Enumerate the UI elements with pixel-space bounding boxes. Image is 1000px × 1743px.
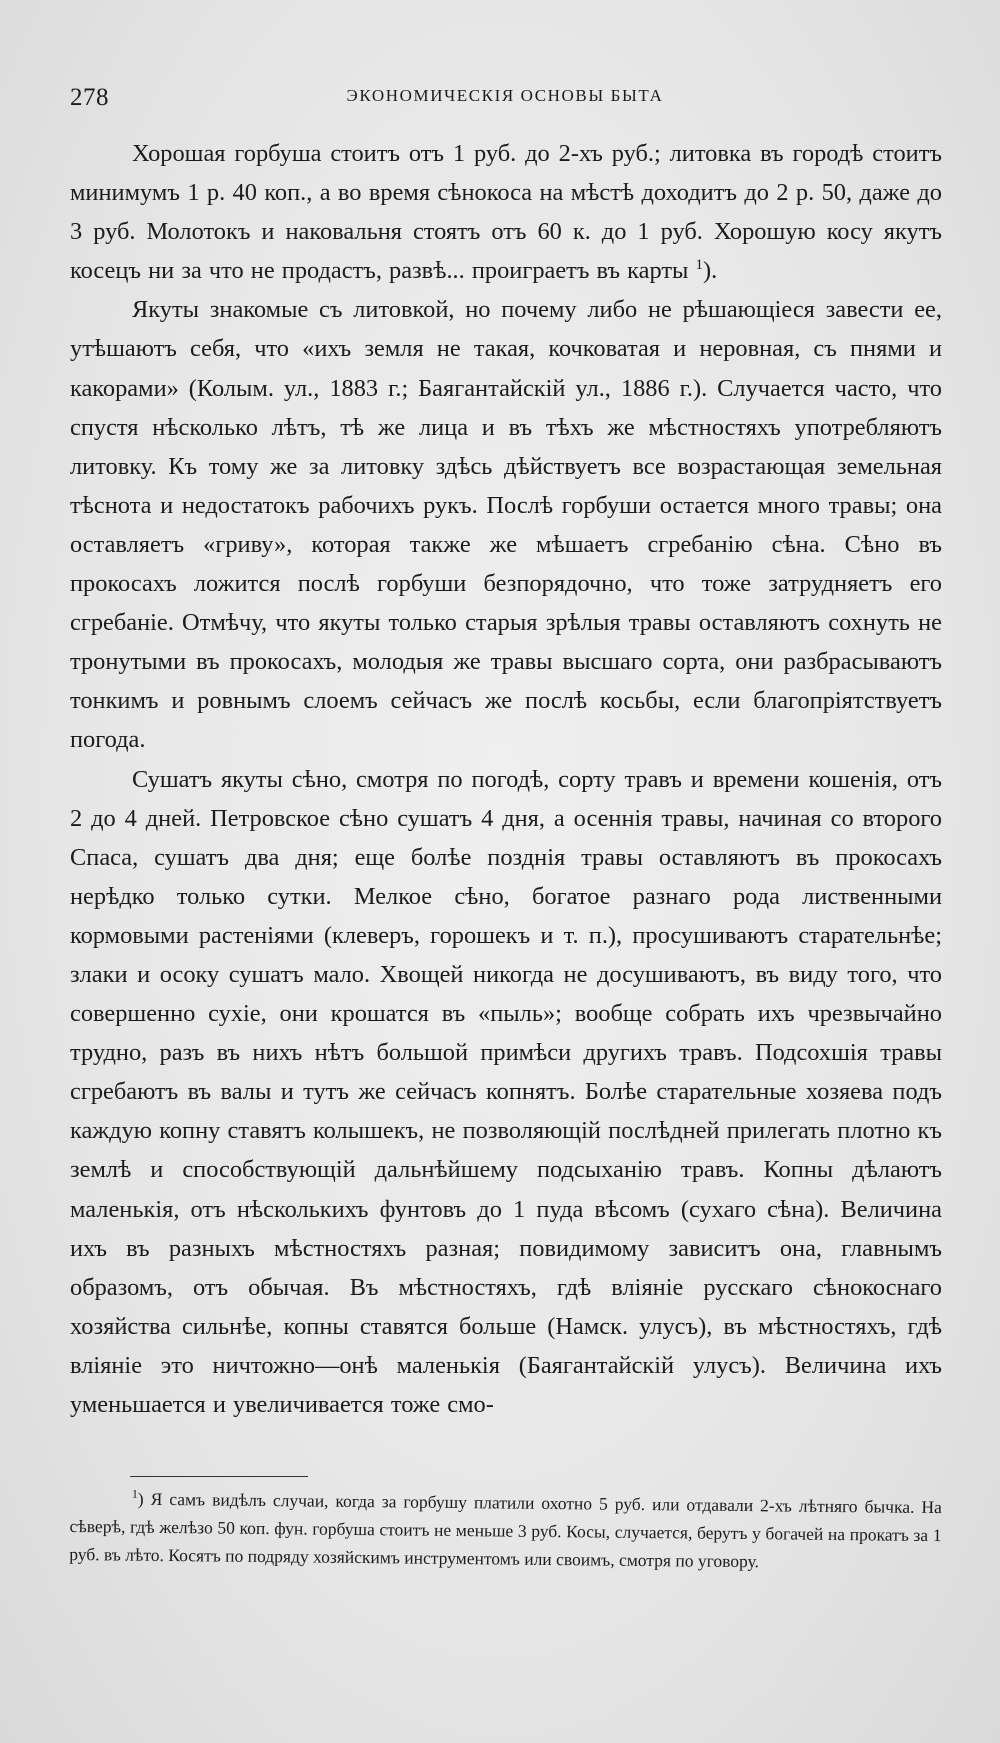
- body-text: [70, 134, 942, 1424]
- paragraph-2: [70, 290, 942, 759]
- running-head: [70, 78, 940, 118]
- running-title: ЭКОНОМИЧЕСКІЯ ОСНОВЫ БЫТА: [346, 86, 664, 105]
- footnote: [69, 1484, 942, 1577]
- paragraph-3: [70, 760, 942, 1425]
- paragraph-2-text: Якуты знакомые съ литовкой, но почему либо не рѣшающіеся завести ее, утѣшаютъ себя, что «ихъ земля не такая, кочковатая и неровная, съ пнями и какорами» (Колым. ул., 1883 г.; Баягантайскій ул., 1886 г.). Случается часто, что спустя нѣсколько лѣтъ, тѣ же лица и въ тѣхъ же мѣстностяхъ употребляютъ литовку. Къ тому же за литовку здѣсь дѣйствуетъ все возрастающая земельная тѣснота и недостатокъ рабочихъ рукъ. Послѣ горбуши остается много травы; она оставляетъ «гриву», которая также же мѣшаетъ сгребанію сѣна. Сѣно въ прокосахъ ложится послѣ горбуши безпорядочно, что тоже затрудняетъ его сгребаніе. Отмѣчу, что якуты только старыя зрѣлыя травы оставляютъ сохнуть не тронутыми въ прокосахъ, молодыя же травы высшаго сорта, они разбрасываютъ тонкимъ и ровнымъ слоемъ сейчасъ же послѣ косьбы, если благопріятствуетъ погода.: [70, 296, 942, 754]
- page-number: 278: [70, 84, 109, 111]
- paragraph-1-text: Хорошая горбуша стоитъ отъ 1 руб. до 2-хъ руб.; литовка въ городѣ стоитъ минимумъ 1 р. 40 коп., а во время сѣнокоса на мѣстѣ доходитъ до 2 р. 50, даже до 3 руб. Молотокъ и наковальня стоятъ отъ 60 к. до 1 руб. Хорошую косу якутъ косецъ ни за что не продастъ, развѣ... проиграетъ въ карты: [70, 140, 942, 285]
- footnote-divider: [130, 1476, 308, 1477]
- footnote-text: ) Я самъ видѣлъ случаи, когда за горбушу платили охотно 5 руб. или отдавали 2-хъ лѣтняго бычка. На сѣверѣ, гдѣ желѣзо 50 коп. фун. горбуша стоитъ не меньше 3 руб. Косы, случается, берутъ у богачей на прокатъ за 1 руб. въ лѣто. Косятъ по подряду хозяйскимъ инструментомъ или своимъ, смотря по уговору.: [69, 1488, 942, 1572]
- paragraph-1: [70, 134, 942, 290]
- paragraph-3-text: Сушатъ якуты сѣно, смотря по погодѣ, сорту травъ и времени кошенія, отъ 2 до 4 дней. Петровское сѣно сушатъ 4 дня, а осеннія травы, начиная со второго Спаса, сушатъ два дня; еще болѣе позднія травы оставляютъ въ прокосахъ нерѣдко только сутки. Мелкое сѣно, богатое разнаго рода лиственными кормовыми растеніями (клеверъ, горошекъ и т. п.), просушиваютъ старательнѣе; злаки и осоку сушатъ мало. Хвощей никогда не досушиваютъ, въ виду того, что совершенно сухіе, они крошатся въ «пыль»; вообще собрать ихъ чрезвычайно трудно, разъ въ нихъ нѣтъ большой примѣси другихъ травъ. Подсохшія травы сгребаютъ въ валы и тутъ же сейчасъ копнятъ. Болѣе старательные хозяева подъ каждую копну ставятъ колышекъ, не позволяющій послѣдней прилегать плотно къ землѣ и способствующій дальнѣйшему подсыханію травъ. Копны дѣлаютъ маленькія, отъ нѣсколькихъ фунтовъ до 1 пуда вѣсомъ (сухаго сѣна). Величина ихъ въ разныхъ мѣстностяхъ разная; повидимому зависитъ она, главнымъ образомъ, отъ обычая. Въ мѣстностяхъ, гдѣ вліяніе русскаго сѣнокоснаго хозяйства сильнѣе, копны ставятся больше (Намск. улусъ), въ мѣстностяхъ, гдѣ вліяніе это ничтожно—онѣ маленькія (Баягантайскій улусъ). Величина ихъ уменьшается и увеличивается тоже смо-: [70, 765, 942, 1418]
- footnote-reference: 1: [695, 257, 704, 274]
- footnote-mark: 1: [131, 1486, 138, 1501]
- paragraph-1-tail: ).: [703, 257, 718, 285]
